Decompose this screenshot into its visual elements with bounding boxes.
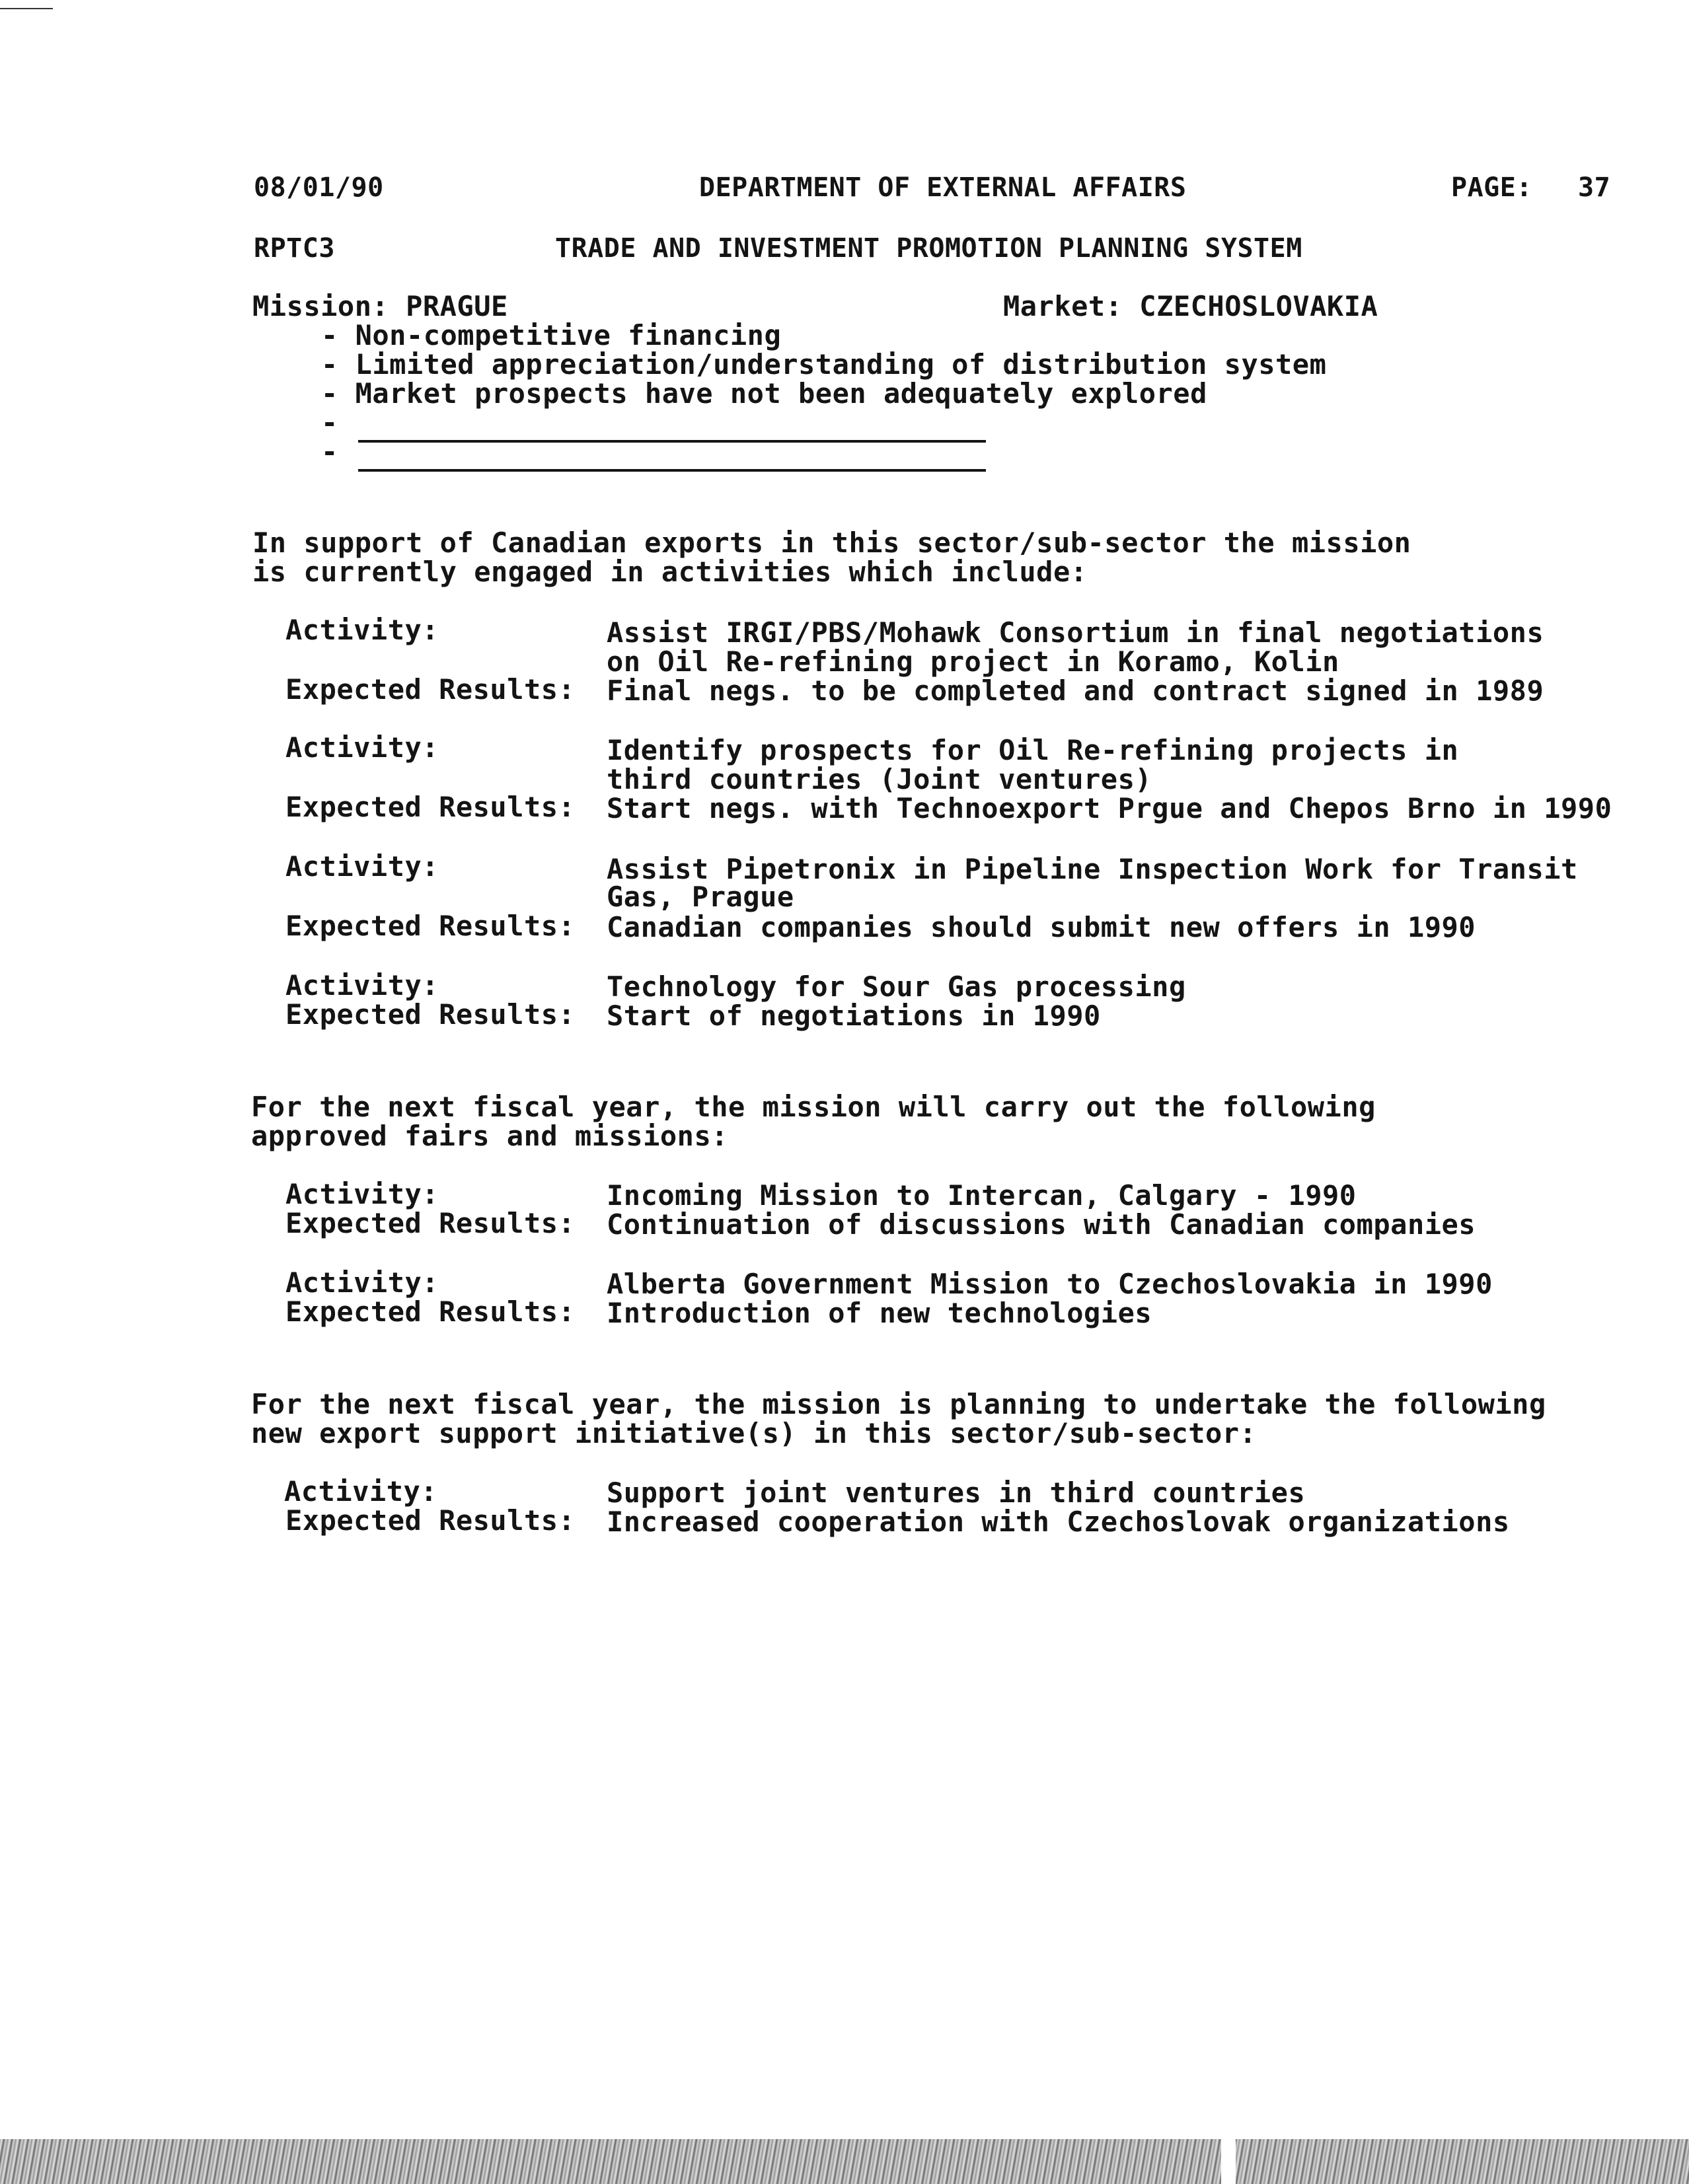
activity-text: Assist Pipetronix in Pipeline Inspection Work for Transit [607, 853, 1578, 885]
activity-text: on Oil Re-refining project in Koramo, Kolin [607, 645, 1339, 678]
expected-results-label: Expected Results: [285, 1295, 576, 1328]
activity-text: Support joint ventures in third countries [607, 1476, 1306, 1509]
activity-text: Gas, Prague [607, 881, 794, 913]
constraint-item: - Limited appreciation/understanding of distribution system [321, 348, 1327, 381]
expected-results-text: Canadian companies should submit new offers in 1990 [607, 911, 1476, 943]
expected-results-text: Increased cooperation with Czechoslovak organizations [607, 1506, 1510, 1538]
expected-results-text: Introduction of new technologies [607, 1297, 1152, 1329]
mission-name: Mission: PRAGUE [252, 290, 508, 322]
activity-text: Technology for Sour Gas processing [607, 970, 1186, 1003]
constraint-item: - Market prospects have not been adequately explored [321, 377, 1207, 410]
expected-results-label: Expected Results: [285, 1504, 576, 1537]
expected-results-label: Expected Results: [285, 673, 576, 706]
system-title: TRADE AND INVESTMENT PROMOTION PLANNING SYSTEM [555, 233, 1302, 264]
blank-entry-line [358, 469, 986, 472]
department-name: DEPARTMENT OF EXTERNAL AFFAIRS [699, 172, 1187, 203]
expected-results-label: Expected Results: [285, 998, 576, 1031]
constraint-item: - [321, 406, 338, 439]
activity-label: Activity: [285, 1266, 439, 1299]
activity-label: Activity: [284, 1475, 438, 1508]
activity-label: Activity: [285, 850, 439, 883]
market-name: Market: CZECHOSLOVAKIA [1003, 290, 1378, 322]
constraint-item: - Non-competitive financing [321, 319, 782, 351]
activity-label: Activity: [285, 1178, 439, 1210]
expected-results-label: Expected Results: [285, 791, 576, 823]
section-intro: new export support initiative(s) in this sector/sub-sector: [251, 1417, 1257, 1449]
page-label: PAGE: [1451, 172, 1532, 203]
expected-results-text: Final negs. to be completed and contract signed in 1989 [607, 674, 1544, 707]
blank-entry-line [358, 440, 986, 443]
activity-text: third countries (Joint ventures) [607, 763, 1152, 795]
section-intro: For the next fiscal year, the mission is planning to undertake the following [251, 1388, 1546, 1420]
section-intro: approved fairs and missions: [251, 1120, 729, 1152]
section-intro: For the next fiscal year, the mission will carry out the following [251, 1091, 1376, 1123]
report-code: RPTC3 [254, 233, 335, 264]
scan-noise-gap [1221, 2139, 1236, 2184]
expected-results-label: Expected Results: [285, 1207, 576, 1239]
page-number: 37 [1578, 172, 1611, 203]
section-intro: is currently engaged in activities which include: [252, 556, 1088, 588]
activity-label: Activity: [285, 614, 439, 646]
expected-results-label: Expected Results: [285, 910, 576, 942]
activity-label: Activity: [285, 731, 439, 764]
section-intro: In support of Canadian exports in this sector/sub-sector the mission [252, 527, 1411, 559]
activity-text: Alberta Government Mission to Czechoslovakia in 1990 [607, 1268, 1493, 1300]
scan-noise-strip [0, 2139, 1689, 2184]
expected-results-text: Continuation of discussions with Canadian companies [607, 1208, 1476, 1241]
report-date: 08/01/90 [254, 172, 384, 203]
expected-results-text: Start negs. with Technoexport Prgue and Chepos Brno in 1990 [607, 792, 1612, 824]
activity-text: Assist IRGI/PBS/Mohawk Consortium in final negotiations [607, 616, 1544, 649]
activity-text: Identify prospects for Oil Re-refining projects in [607, 734, 1459, 766]
constraint-item: - [321, 435, 338, 468]
activity-label: Activity: [285, 969, 439, 1001]
expected-results-text: Start of negotiations in 1990 [607, 1000, 1101, 1032]
corner-mark [0, 8, 53, 9]
activity-text: Incoming Mission to Intercan, Calgary - 1990 [607, 1179, 1357, 1212]
